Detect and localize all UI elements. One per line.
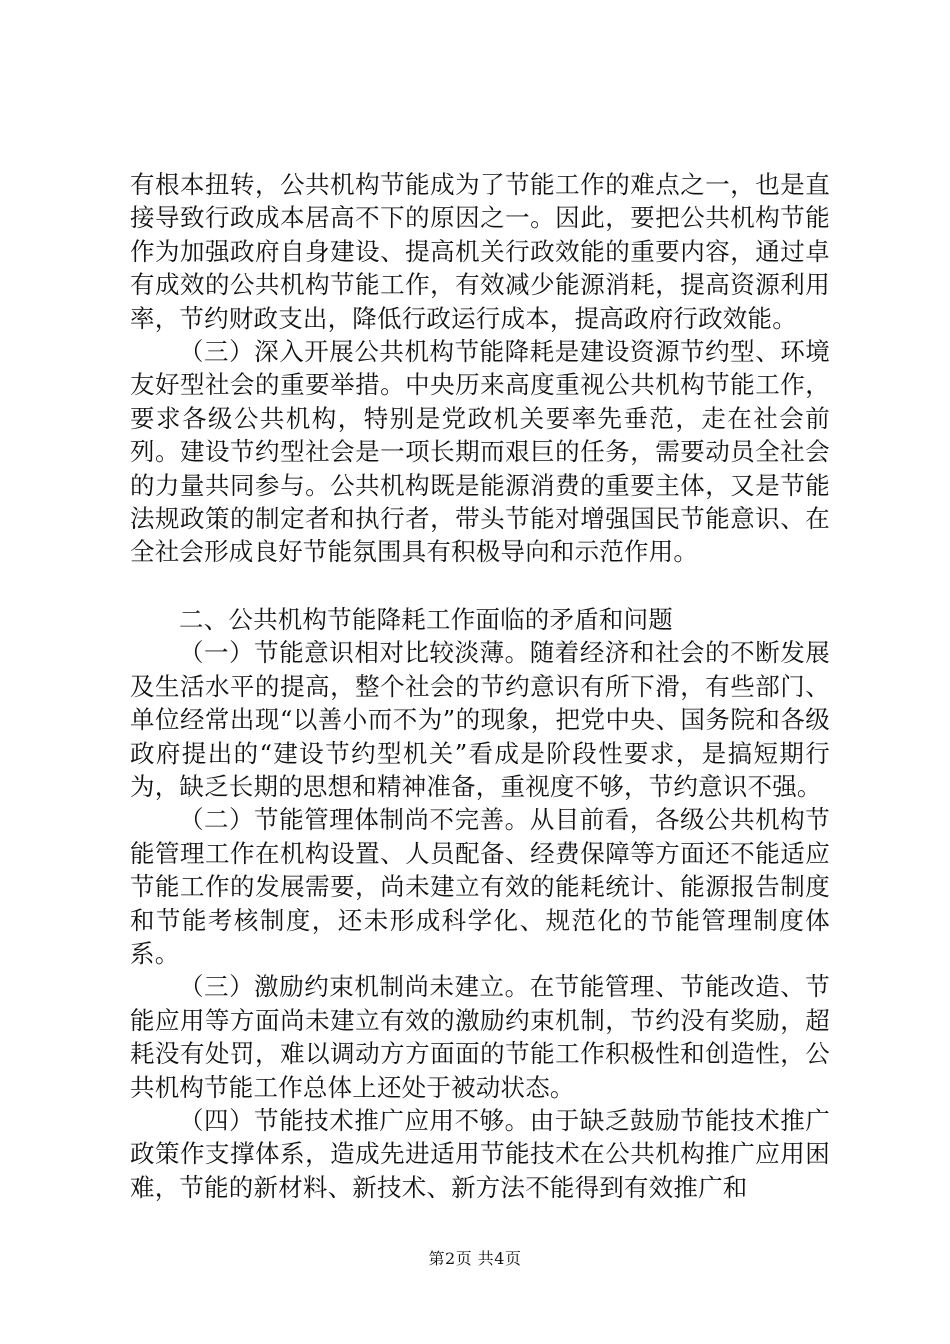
- paragraph-4: （二）节能管理体制尚不完善。从目前看，各级公共机构节能管理工作在机构设置、人员配备、经费保障等方面还不能适应节能工作的发展需要，尚未建立有效的能耗统计、能源报告制度和节能考核制度，还未形成科学化、规范化的节能管理制度体系。: [130, 805, 830, 968]
- paragraph-gap: [130, 569, 830, 603]
- paragraph-1: 有根本扭转，公共机构节能成为了节能工作的难点之一，也是直接导致行政成本居高不下的原因之一。因此，要把公共机构节能作为加强政府自身建设、提高机关行政效能的重要内容，通过卓有成效的公共机构节能工作，有效减少能源消耗，提高资源利用率，节约财政支出，降低行政运行成本，提高政府行政效能。: [130, 170, 830, 333]
- paragraph-5: （三）激励约束机制尚未建立。在节能管理、节能改造、节能应用等方面尚未建立有效的激励约束机制，节约没有奖励，超耗没有处罚，难以调动方方面面的节能工作积极性和创造性，公共机构节能工作总体上还处于被动状态。: [130, 972, 830, 1102]
- paragraph-6: （四）节能技术推广应用不够。由于缺乏鼓励节能技术推广政策作支撑体系，造成先进适用节能技术在公共机构推广应用困难，节能的新材料、新技术、新方法不能得到有效推广和: [130, 1105, 830, 1202]
- document-body: [130, 168, 830, 1204]
- paragraph-2: （三）深入开展公共机构节能降耗是建设资源节约型、环境友好型社会的重要举措。中央历来高度重视公共机构节能工作，要求各级公共机构，特别是党政机关要率先垂范，走在社会前列。建设节约型社会是一项长期而艰巨的任务，需要动员全社会的力量共同参与。公共机构既是能源消费的重要主体，又是节能法规政策的制定者和执行者，带头节能对增强国民节能意识、在全社会形成良好节能氛围具有积极导向和示范作用。: [130, 337, 830, 567]
- page-footer: 第2页 共4页: [428, 1249, 522, 1268]
- section-heading: 二、公共机构节能降耗工作面临的矛盾和问题: [179, 604, 673, 634]
- paragraph-3: （一）节能意识相对比较淡薄。随着经济和社会的不断发展及生活水平的提高，整个社会的节约意识有所下滑，有些部门、单位经常出现“以善小而不为”的现象，把党中央、国务院和各级政府提出的“建设节约型机关”看成是阶段性要求，是搞短期行为，缺乏长期的思想和精神准备，重视度不够，节约意识不强。: [130, 638, 830, 801]
